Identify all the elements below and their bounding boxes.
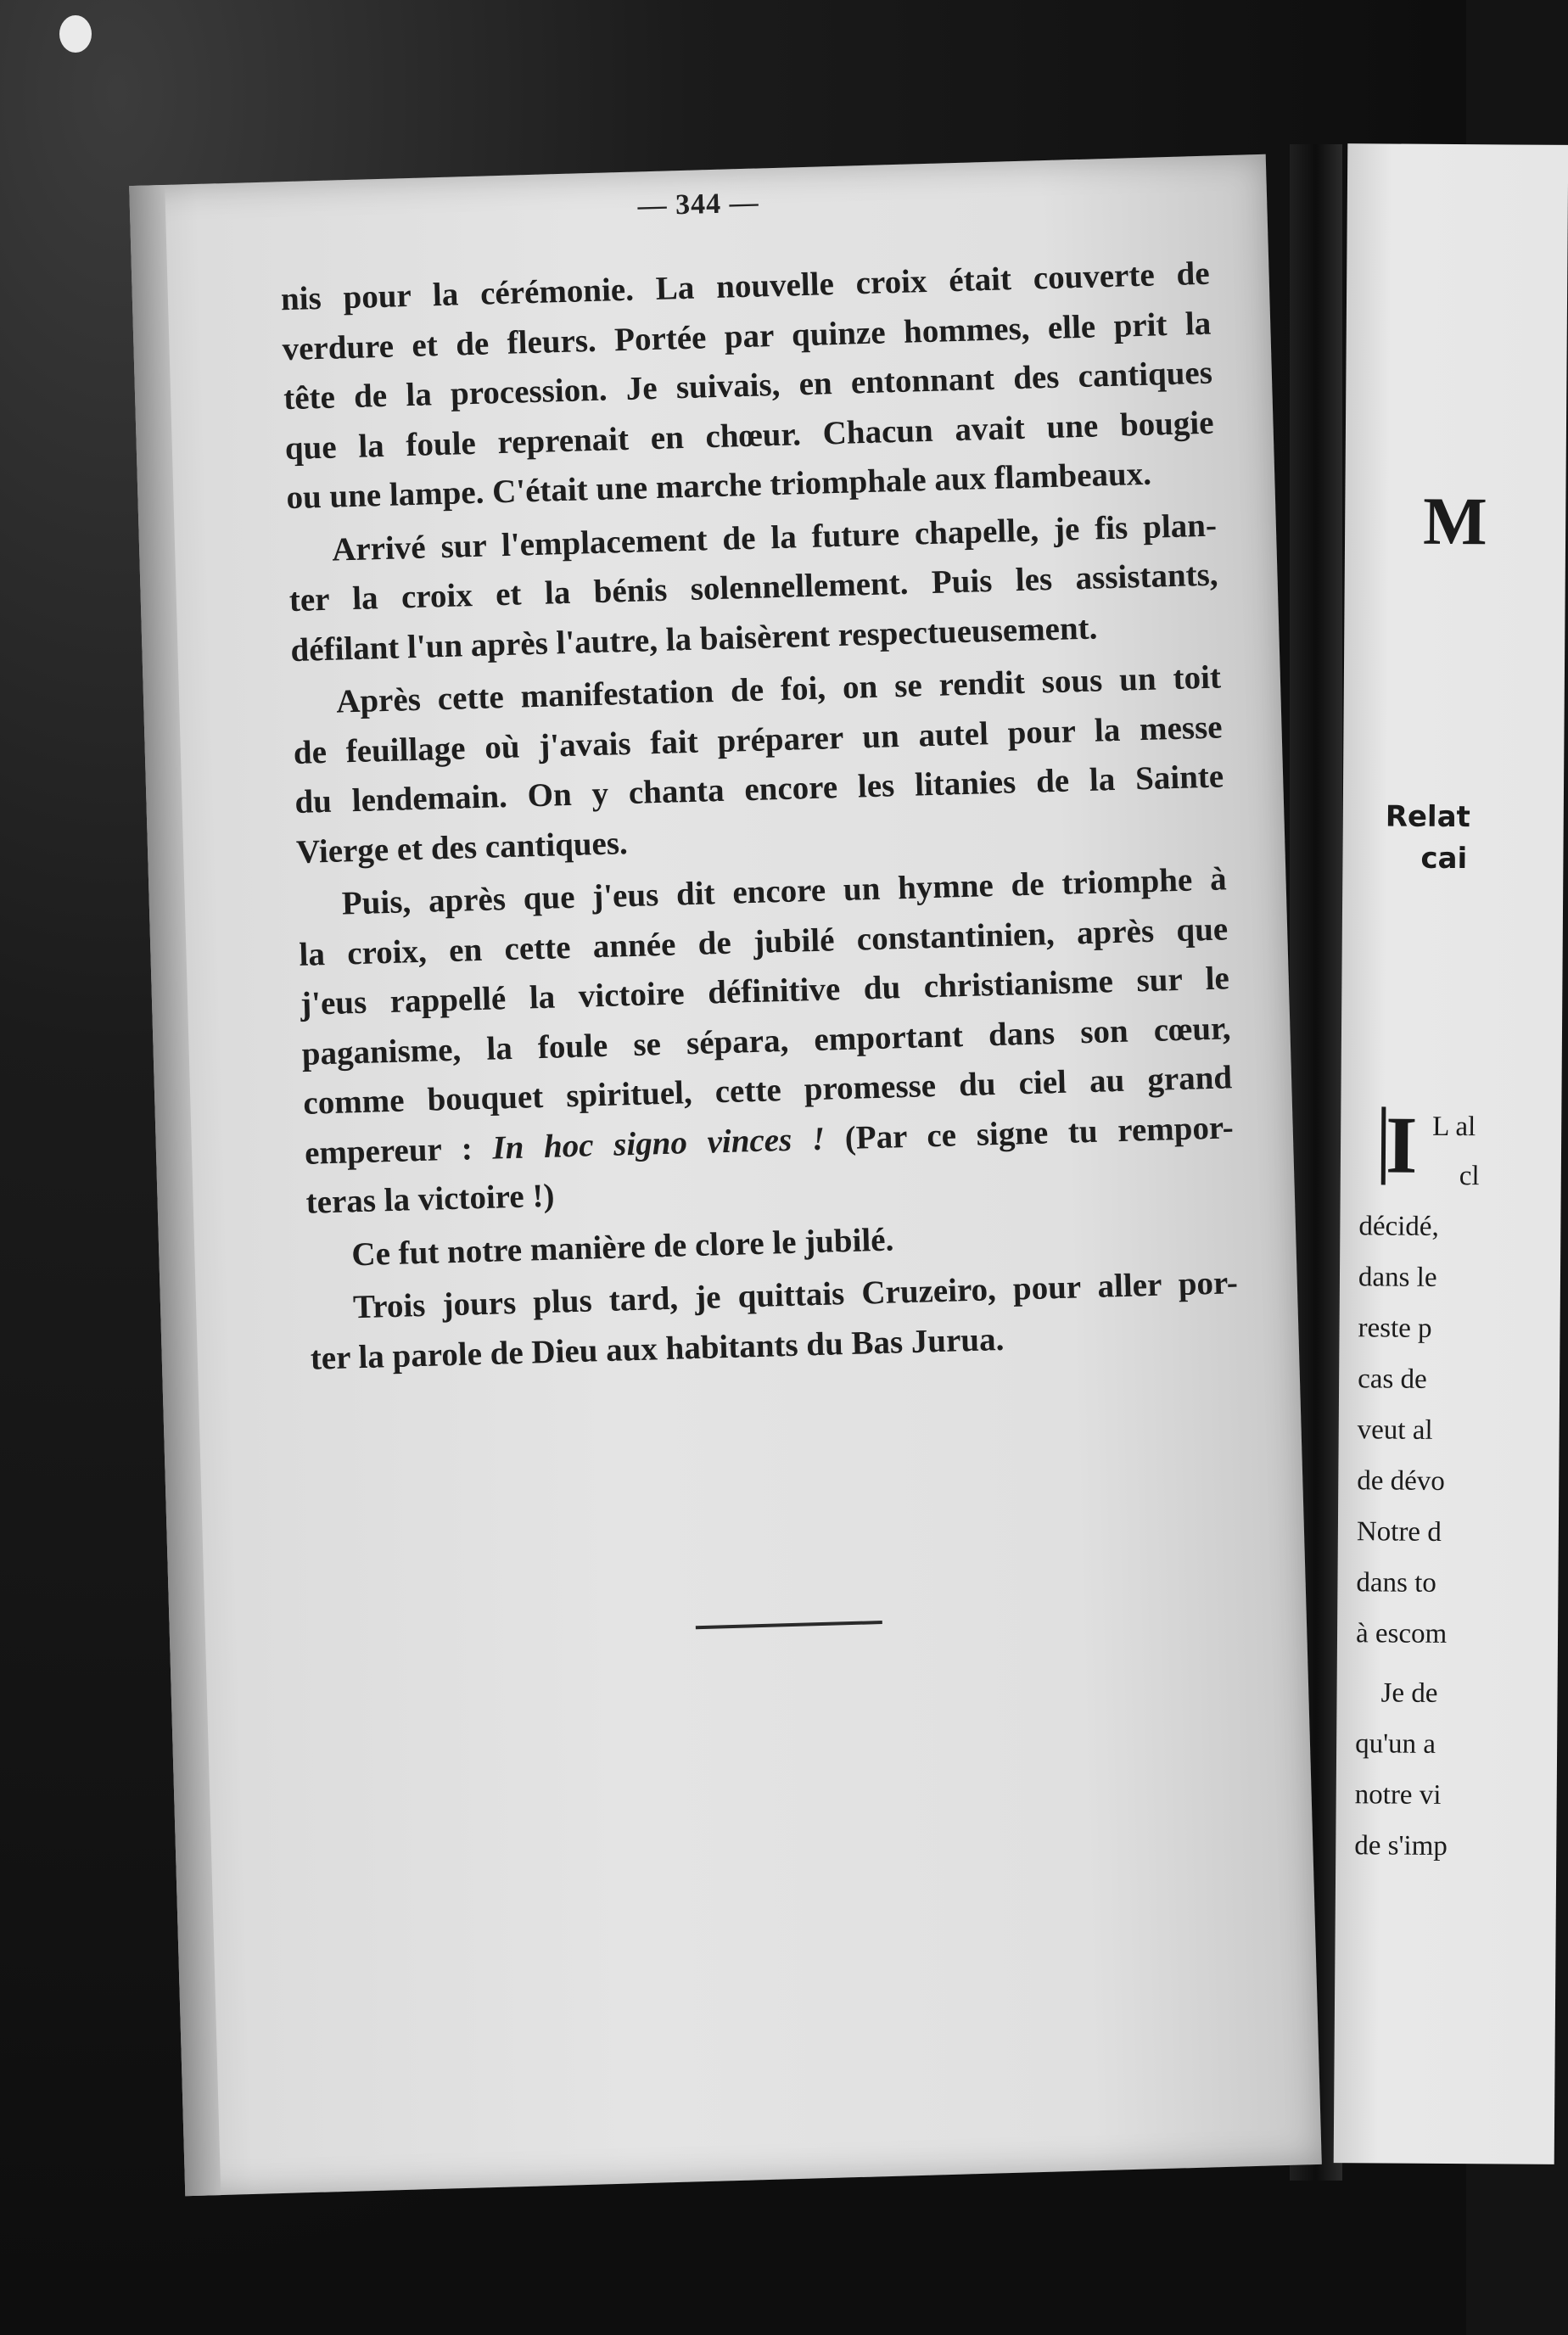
right-page-line: veut al	[1357, 1414, 1433, 1446]
drop-cap	[1381, 1099, 1429, 1190]
text-run: (Par ce signe tu rempor-	[824, 1108, 1235, 1157]
right-page-line: Notre d	[1356, 1516, 1442, 1548]
text-line: Après cette manifestation de foi, on se rendit sous un toit	[335, 658, 1222, 720]
right-page-line: reste p	[1358, 1313, 1432, 1344]
right-page-heading: M	[1422, 484, 1488, 560]
right-page-subheading-2: cai	[1420, 841, 1468, 876]
text-line: ter la parole de Dieu aux habitants du Bas Jurua.	[310, 1320, 1005, 1377]
right-page-line: décidé,	[1358, 1211, 1439, 1242]
end-rule	[696, 1621, 882, 1629]
paragraph	[291, 652, 1225, 876]
text-line: défilant l'un après l'autre, la baisèrent respectueusement.	[289, 609, 1098, 669]
left-page	[129, 154, 1322, 2196]
text-line: ter la croix et la bénis solennellement. Puis les assistants,	[288, 556, 1219, 619]
film-speck	[59, 15, 92, 53]
right-page-line: notre vi	[1354, 1779, 1442, 1811]
text-line: Puis, après que j'eus dit encore un hymne de triomphe à	[341, 860, 1228, 922]
text-line: du lendemain. On y chanta encore les litanies de la Sainte	[294, 758, 1224, 820]
text-line: que la foule reprenait en chœur. Chacun avait une bougie	[284, 404, 1215, 467]
text-line: Arrivé sur l'emplacement de la future chapelle, je fis plan-	[331, 507, 1218, 568]
right-page-subheading-1: Relat	[1385, 799, 1471, 835]
paragraph	[297, 854, 1235, 1228]
right-page-line: qu'un a	[1355, 1728, 1436, 1760]
right-page-line: dans to	[1356, 1567, 1437, 1599]
right-page-line: cl	[1459, 1161, 1480, 1192]
drop-cap-letter: I	[1385, 1099, 1418, 1190]
paragraph	[280, 249, 1216, 524]
text-line: Trois jours plus tard, je quittais Cruzeiro, pour aller por-	[352, 1264, 1239, 1326]
right-page-line: à escom	[1355, 1618, 1448, 1649]
latin-quote: In hoc signo vinces !	[491, 1120, 826, 1167]
text-line: ou une lampe. C'était une marche triomphale aux flambeaux.	[285, 455, 1152, 517]
text-line: nis pour la cérémonie. La nouvelle croix était couverte de	[280, 255, 1211, 318]
right-page-line: cas de	[1358, 1363, 1427, 1395]
right-page-line: de dévo	[1357, 1465, 1445, 1497]
text-run: empereur :	[304, 1129, 494, 1172]
text-line: Ce fut notre manière de clore le jubilé.	[350, 1221, 894, 1273]
right-page-line: dans le	[1358, 1262, 1437, 1293]
paragraph	[308, 1258, 1240, 1384]
page-number: — 344 —	[637, 187, 760, 222]
text-line: verdure et de fleurs. Portée par quinze hommes, elle prit la	[282, 305, 1212, 367]
body-text	[280, 249, 1240, 1387]
text-line: comme bouquet spirituel, cette promesse du ciel au grand	[302, 1059, 1233, 1122]
right-page-line: de s'imp	[1354, 1830, 1448, 1862]
text-line: teras la victoire !)	[305, 1177, 555, 1221]
right-page-line: Je de	[1380, 1677, 1438, 1709]
right-page-line: L al	[1432, 1111, 1476, 1143]
text-line: j'eus rappellé la victoire définitive du christianisme sur le	[300, 960, 1230, 1022]
text-line: paganisme, la foule se sépara, emportant dans son cœur,	[301, 1009, 1231, 1072]
text-line: Vierge et des cantiques.	[295, 824, 629, 871]
paragraph	[287, 501, 1219, 675]
text-line: tête de la procession. Je suivais, en entonnant des cantiques	[283, 354, 1213, 417]
text-line: la croix, en cette année de jubilé constantinien, après que	[298, 910, 1229, 973]
text-line: de feuillage où j'avais fait préparer un autel pour la messe	[293, 708, 1224, 771]
right-page-partial	[1334, 143, 1568, 2164]
